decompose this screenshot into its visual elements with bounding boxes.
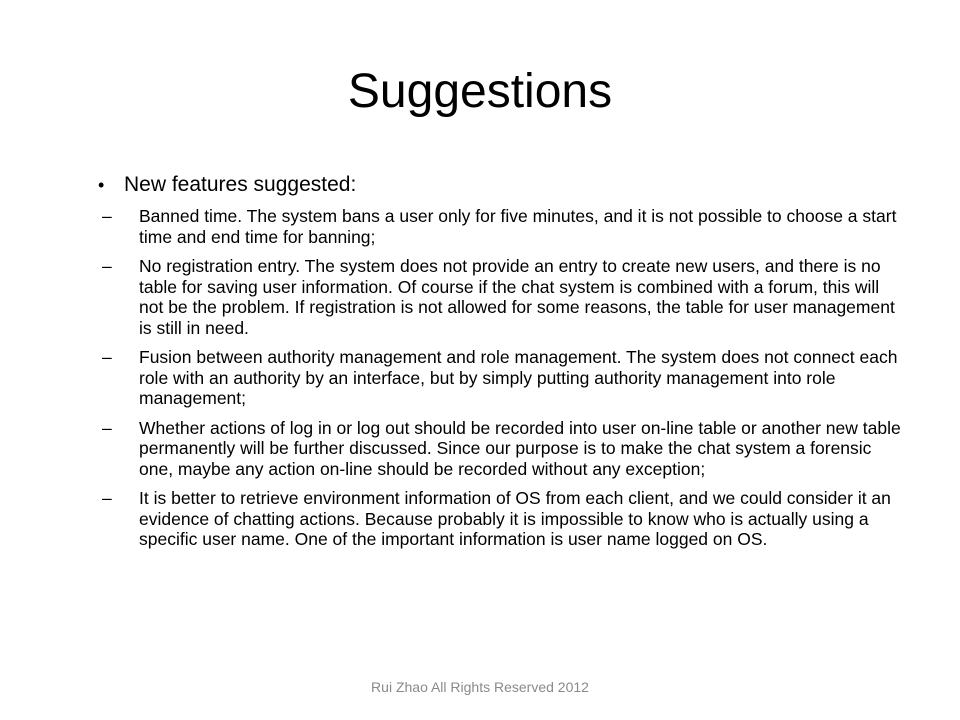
sub-bullet-text: Whether actions of log in or log out should be recorded into user on-line table or another new table permanently will be further discussed. Since our purpose is to make the chat system a forensic one, maybe any action on-line should be recorded without any exception;	[139, 417, 901, 479]
footer-copyright: Rui Zhao All Rights Reserved 2012	[371, 679, 589, 695]
sub-bullet-list	[96, 206, 908, 550]
slide-title: Suggestions	[347, 65, 613, 118]
slide-body	[96, 168, 908, 559]
sub-bullet-item	[96, 256, 908, 338]
sub-bullet-item	[96, 347, 908, 409]
sub-bullet-text: No registration entry. The system does not provide an entry to create new users, and there is no table for saving user information. Of course if the chat system is combined with a forum, this will not be the problem. If registration is not allowed for some reasons, the table for user management is still in need.	[139, 256, 895, 338]
bullet-text: New features suggested:	[124, 173, 357, 196]
dash-marker: –	[102, 206, 112, 226]
dash-marker: –	[102, 256, 112, 276]
sub-bullet-text: Banned time. The system bans a user only for five minutes, and it is not possible to choose a start time and end time for banning;	[139, 206, 897, 247]
sub-bullet-item	[96, 418, 908, 480]
sub-bullet-item	[96, 206, 908, 247]
sub-bullet-text: It is better to retrieve environment information of OS from each client, and we could consider it an evidence of chatting actions. Because probably it is impossible to know who is actually using a specific user name. One of the important information is user name logged on OS.	[139, 488, 891, 549]
bullet-marker: •	[98, 175, 105, 195]
dash-marker: –	[102, 347, 112, 367]
sub-bullet-text: Fusion between authority management and role management. The system does not connect each role with an authority by an interface, but by simply putting authority management into role management;	[139, 347, 898, 408]
dash-marker: –	[102, 488, 112, 508]
sub-bullet-item	[96, 488, 908, 550]
dash-marker: –	[102, 417, 112, 438]
bullet-item	[96, 168, 908, 202]
